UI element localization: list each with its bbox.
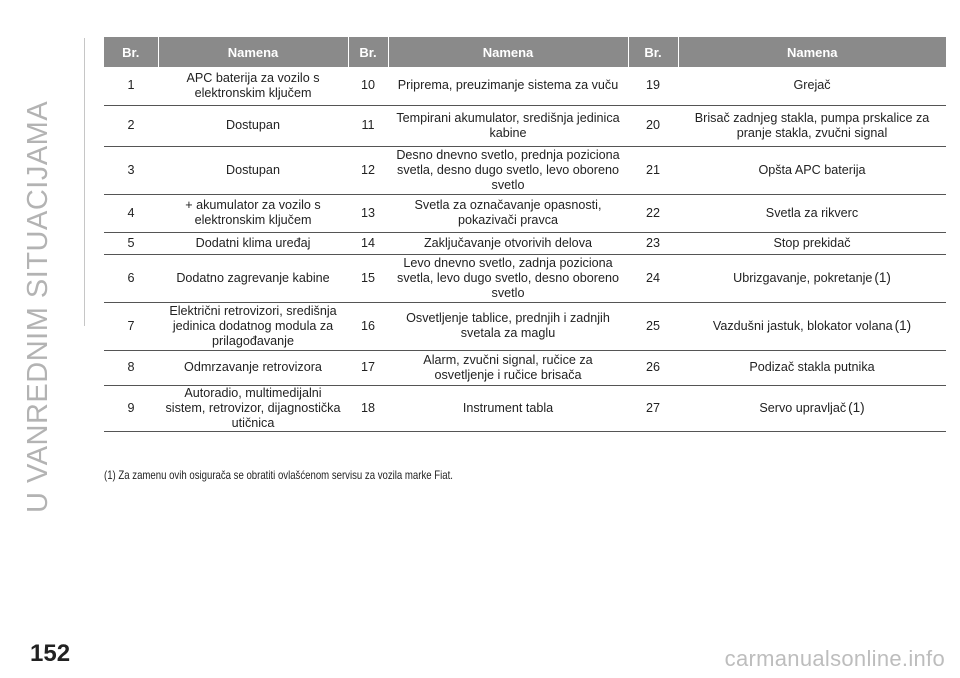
footnote-reference: (1) bbox=[874, 270, 891, 285]
fuse-purpose bbox=[388, 194, 628, 232]
fuse-purpose bbox=[678, 146, 946, 194]
fuse-number: 1 bbox=[104, 67, 158, 105]
footnote-reference: (1) bbox=[894, 318, 912, 333]
fuse-number: 20 bbox=[628, 105, 678, 146]
table-row bbox=[104, 232, 946, 254]
table-row bbox=[104, 350, 946, 385]
fuse-purpose-text: Instrument tabla bbox=[462, 400, 554, 415]
fuse-purpose-text: Dodatni klima uređaj bbox=[195, 235, 311, 250]
header-number: Br. bbox=[104, 37, 158, 67]
header-purpose: Namena bbox=[388, 37, 628, 67]
fuse-number: 23 bbox=[628, 232, 678, 254]
table-row bbox=[104, 194, 946, 232]
fuse-purpose-text: Podizač stakla putnika bbox=[749, 360, 875, 374]
fuse-number: 21 bbox=[628, 146, 678, 194]
fuse-purpose bbox=[388, 105, 628, 146]
fuse-purpose-text: Svetla za označavanje opasnosti, pokazivači pravca bbox=[414, 198, 602, 227]
fuse-purpose bbox=[678, 194, 946, 232]
fuse-purpose-text: Odmrzavanje retrovizora bbox=[184, 360, 322, 374]
fuse-purpose bbox=[678, 385, 946, 431]
fuse-number: 16 bbox=[348, 302, 388, 350]
footnote: (1) Za zamenu ovih osigurača se obratiti ovlašćenom servisu za vozila marke Fiat. bbox=[104, 468, 453, 482]
fuse-purpose bbox=[158, 350, 348, 385]
fuse-purpose bbox=[388, 254, 628, 302]
fuse-purpose-text: Stop prekidač bbox=[773, 235, 851, 250]
table-row bbox=[104, 385, 946, 431]
fuse-number: 17 bbox=[348, 350, 388, 385]
fuse-purpose-text: Alarm, zvučni signal, ručice za osvetljenje i ručice brisača bbox=[423, 352, 593, 382]
fuse-purpose bbox=[388, 302, 628, 350]
fuse-purpose-text: Tempirani akumulator, središnja jedinica kabine bbox=[396, 110, 620, 140]
fuse-number: 27 bbox=[628, 385, 678, 431]
fuse-number: 18 bbox=[348, 385, 388, 431]
header-purpose: Namena bbox=[158, 37, 348, 67]
fuse-number: 2 bbox=[104, 105, 158, 146]
fuse-number: 5 bbox=[104, 232, 158, 254]
table-header-row bbox=[104, 37, 946, 67]
fuse-purpose-text: Vazdušni jastuk, blokator volana bbox=[712, 319, 893, 333]
fuse-purpose bbox=[158, 105, 348, 146]
fuse-number: 26 bbox=[628, 350, 678, 385]
fuse-purpose-text: Električni retrovizori, središnja jedinica dodatnog modula za prilagođavanje bbox=[169, 303, 337, 348]
fuse-purpose bbox=[678, 105, 946, 146]
fuse-purpose-text: Zaključavanje otvorivih delova bbox=[423, 235, 592, 250]
fuse-number: 11 bbox=[348, 105, 388, 146]
fuse-number: 6 bbox=[104, 254, 158, 302]
fuse-table bbox=[104, 37, 946, 432]
fuse-purpose-text: Dodatno zagrevanje kabine bbox=[176, 270, 330, 285]
fuse-purpose-text: Desno dnevno svetlo, prednja poziciona svetla, desno dugo svetlo, levo oboreno svetlo bbox=[396, 147, 620, 192]
fuse-purpose bbox=[158, 67, 348, 105]
fuse-purpose bbox=[158, 146, 348, 194]
fuse-purpose bbox=[678, 232, 946, 254]
fuse-purpose bbox=[678, 254, 946, 302]
fuse-purpose bbox=[388, 67, 628, 105]
fuse-purpose bbox=[388, 350, 628, 385]
fuse-purpose-text: Svetla za rikverc bbox=[765, 205, 859, 220]
fuse-purpose bbox=[388, 232, 628, 254]
fuse-purpose-text: Opšta APC baterija bbox=[758, 162, 866, 177]
fuse-purpose-text: + akumulator za vozilo s elektronskim ključem bbox=[185, 198, 321, 227]
fuse-purpose-text: Autoradio, multimedijalni sistem, retrovizor, dijagnostička utičnica bbox=[165, 385, 341, 430]
fuse-purpose bbox=[158, 254, 348, 302]
fuse-number: 3 bbox=[104, 146, 158, 194]
fuse-purpose-text: Osvetljenje tablice, prednjih i zadnjih svetala za maglu bbox=[406, 311, 610, 340]
header-number: Br. bbox=[628, 37, 678, 67]
fuse-purpose bbox=[678, 67, 946, 105]
fuse-purpose-text: Brisač zadnjeg stakla, pumpa prskalice za pranje stakla, zvučni signal bbox=[694, 110, 930, 140]
section-title: U VANREDNIM SITUACIJAMA bbox=[22, 100, 54, 513]
fuse-purpose-text: Servo upravljač bbox=[759, 401, 847, 415]
side-divider bbox=[84, 38, 85, 326]
fuse-table-body bbox=[104, 67, 946, 431]
page-number: 152 bbox=[30, 640, 71, 667]
table-row bbox=[104, 302, 946, 350]
header-purpose: Namena bbox=[678, 37, 946, 67]
fuse-purpose-text: Priprema, preuzimanje sistema za vuču bbox=[397, 78, 619, 93]
fuse-purpose-text: APC baterija za vozilo s elektronskim ključem bbox=[186, 70, 320, 100]
fuse-number: 12 bbox=[348, 146, 388, 194]
fuse-purpose-text: Levo dnevno svetlo, zadnja poziciona svetla, levo dugo svetlo, desno oboreno svetlo bbox=[397, 255, 619, 300]
fuse-purpose-text: Ubrizgavanje, pokretanje bbox=[733, 271, 873, 285]
fuse-number: 19 bbox=[628, 67, 678, 105]
table-row bbox=[104, 254, 946, 302]
fuse-number: 25 bbox=[628, 302, 678, 350]
fuse-purpose bbox=[158, 194, 348, 232]
fuse-number: 24 bbox=[628, 254, 678, 302]
fuse-purpose bbox=[158, 302, 348, 350]
watermark: carmanualsonline.info bbox=[724, 646, 945, 671]
header-number: Br. bbox=[348, 37, 388, 67]
fuse-purpose bbox=[158, 385, 348, 431]
fuse-number: 15 bbox=[348, 254, 388, 302]
fuse-purpose-text: Dostupan bbox=[226, 118, 280, 132]
fuse-number: 10 bbox=[348, 67, 388, 105]
table-row bbox=[104, 146, 946, 194]
fuse-purpose-text: Grejač bbox=[793, 78, 831, 93]
fuse-purpose bbox=[158, 232, 348, 254]
fuse-number: 9 bbox=[104, 385, 158, 431]
fuse-number: 13 bbox=[348, 194, 388, 232]
fuse-purpose bbox=[388, 385, 628, 431]
fuse-purpose bbox=[388, 146, 628, 194]
fuse-number: 4 bbox=[104, 194, 158, 232]
table-row bbox=[104, 105, 946, 146]
fuse-purpose bbox=[678, 350, 946, 385]
fuse-purpose-text: Dostupan bbox=[226, 162, 280, 177]
fuse-purpose bbox=[678, 302, 946, 350]
fuse-number: 7 bbox=[104, 302, 158, 350]
fuse-number: 8 bbox=[104, 350, 158, 385]
table-row bbox=[104, 67, 946, 105]
fuse-number: 22 bbox=[628, 194, 678, 232]
footnote-reference: (1) bbox=[848, 400, 865, 415]
fuse-number: 14 bbox=[348, 232, 388, 254]
